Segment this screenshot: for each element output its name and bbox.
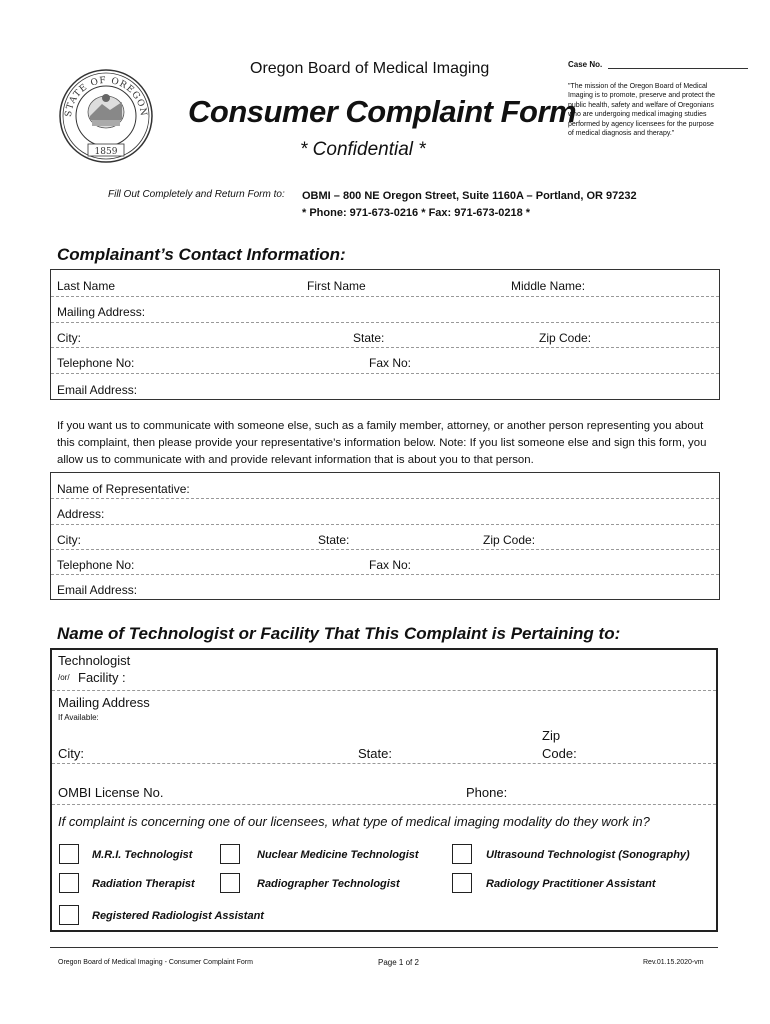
case-no-line xyxy=(608,68,748,69)
rep-email-label: Email Address: xyxy=(57,583,138,597)
zip-code-label: Zip Code: xyxy=(539,331,592,345)
rep-fax-label: Fax No: xyxy=(369,558,412,572)
checkbox-registered-radiologist[interactable] xyxy=(59,905,79,925)
last-name-label: Last Name xyxy=(57,279,116,293)
case-no-label: Case No. xyxy=(568,60,603,69)
checkbox-radiographer[interactable] xyxy=(220,873,240,893)
technologist-row[interactable] xyxy=(52,650,716,691)
subject-zip-label-1: Zip xyxy=(542,728,561,743)
fax-label: Fax No: xyxy=(369,356,412,370)
rep-address-label: Address: xyxy=(57,507,105,521)
if-available-label: If Available: xyxy=(58,713,99,722)
complainant-city-row[interactable] xyxy=(51,322,719,347)
representative-paragraph: If you want us to communicate with someone else, such as a family member, attorney, or another person representing you about this complaint, then please provide your representative’s information below. Note: If you list someone else and sign this form, you allow us to communicate with and provide relevant information that is about you to that person. xyxy=(57,420,707,466)
footer-rule xyxy=(50,947,718,948)
telephone-label: Telephone No: xyxy=(57,356,135,370)
return-address-block xyxy=(302,188,637,222)
middle-name-label: Middle Name: xyxy=(511,279,586,293)
complainant-phone-row[interactable] xyxy=(51,347,719,373)
email-label: Email Address: xyxy=(57,383,138,397)
license-row[interactable] xyxy=(52,764,716,805)
footer-left: Oregon Board of Medical Imaging - Consumer Complaint Form xyxy=(58,959,253,966)
subject-mailing-label: Mailing Address xyxy=(58,695,150,710)
subject-city-label: City: xyxy=(58,746,84,761)
rep-address-row[interactable] xyxy=(51,498,719,524)
technologist-label: Technologist xyxy=(58,653,131,668)
rep-city-label: City: xyxy=(57,533,81,547)
page-number: Page 1 of 2 xyxy=(378,958,419,967)
complainant-mailing-row[interactable] xyxy=(51,296,719,322)
return-instruction: Fill Out Completely and Return Form to: xyxy=(108,189,285,200)
label-ultrasound: Ultrasound Technologist (Sonography) xyxy=(486,849,690,861)
rep-name-label: Name of Representative: xyxy=(57,482,190,496)
rep-zip-label: Zip Code: xyxy=(483,533,536,547)
case-no-field[interactable] xyxy=(568,60,748,69)
complainant-heading: Complainant’s Contact Information: xyxy=(57,245,346,264)
license-label: OMBI License No. xyxy=(58,785,164,800)
complainant-email-row[interactable] xyxy=(51,373,719,399)
representative-table xyxy=(50,472,720,600)
svg-text:1859: 1859 xyxy=(94,147,118,157)
form-title: Consumer Complaint Form xyxy=(188,94,577,129)
complainant-table xyxy=(50,269,720,400)
facility-label: Facility : xyxy=(78,670,126,685)
revision-label: Rev.01.15.2020-vm xyxy=(643,959,704,966)
rep-state-label: State: xyxy=(318,533,350,547)
city-label: City: xyxy=(57,331,81,345)
complainant-name-row[interactable] xyxy=(51,270,719,296)
label-nuclear-medicine: Nuclear Medicine Technologist xyxy=(257,849,419,861)
checkbox-radiology-practitioner[interactable] xyxy=(452,873,472,893)
subject-state-label: State: xyxy=(358,746,392,761)
mailing-address-label: Mailing Address: xyxy=(57,305,146,319)
checkbox-ultrasound[interactable] xyxy=(452,844,472,864)
rep-telephone-label: Telephone No: xyxy=(57,558,135,572)
mission-statement: "The mission of the Oregon Board of Medical Imaging is to promote, preserve and protect the public health, safety and welfare of Oregonians who are undergoing medical imaging studies performed by agency licensees for the purpose of medical diagnosis and therapy." xyxy=(568,83,716,138)
svg-text:STATE OF OREGON: STATE OF OREGON xyxy=(63,75,149,118)
subject-phone-label: Phone: xyxy=(466,785,508,800)
state-seal-icon xyxy=(58,68,154,164)
subject-zip-label-2: Code: xyxy=(542,746,577,761)
label-mri: M.R.I. Technologist xyxy=(92,849,193,861)
rep-name-row[interactable] xyxy=(51,473,719,498)
return-phone-fax: * Phone: 971-673-0216 * Fax: 971-673-0218 * xyxy=(302,207,531,219)
state-label: State: xyxy=(353,331,385,345)
first-name-label: First Name xyxy=(307,279,366,293)
modality-question: If complaint is concerning one of our licensees, what type of medical imaging modality do they work in? xyxy=(58,814,650,829)
label-radiation-therapist: Radiation Therapist xyxy=(92,878,195,890)
agency-name: Oregon Board of Medical Imaging xyxy=(250,60,490,77)
return-address: OBMI – 800 NE Oregon Street, Suite 1160A – Portland, OR 97232 xyxy=(302,190,637,202)
subject-address-row[interactable] xyxy=(52,691,716,764)
subject-heading: Name of Technologist or Facility That This Complaint is Pertaining to: xyxy=(57,624,621,643)
rep-phone-row[interactable] xyxy=(51,549,719,574)
checkbox-mri[interactable] xyxy=(59,844,79,864)
confidential-label: * Confidential * xyxy=(300,139,426,160)
checkbox-radiation-therapist[interactable] xyxy=(59,873,79,893)
subject-box xyxy=(50,648,718,932)
label-radiology-practitioner: Radiology Practitioner Assistant xyxy=(486,878,656,890)
rep-email-row[interactable] xyxy=(51,574,719,599)
checkbox-nuclear-medicine[interactable] xyxy=(220,844,240,864)
label-radiographer: Radiographer Technologist xyxy=(257,878,400,890)
label-registered-radiologist: Registered Radiologist Assistant xyxy=(92,910,264,922)
rep-city-row[interactable] xyxy=(51,524,719,549)
or-label: /or/ xyxy=(58,673,70,682)
